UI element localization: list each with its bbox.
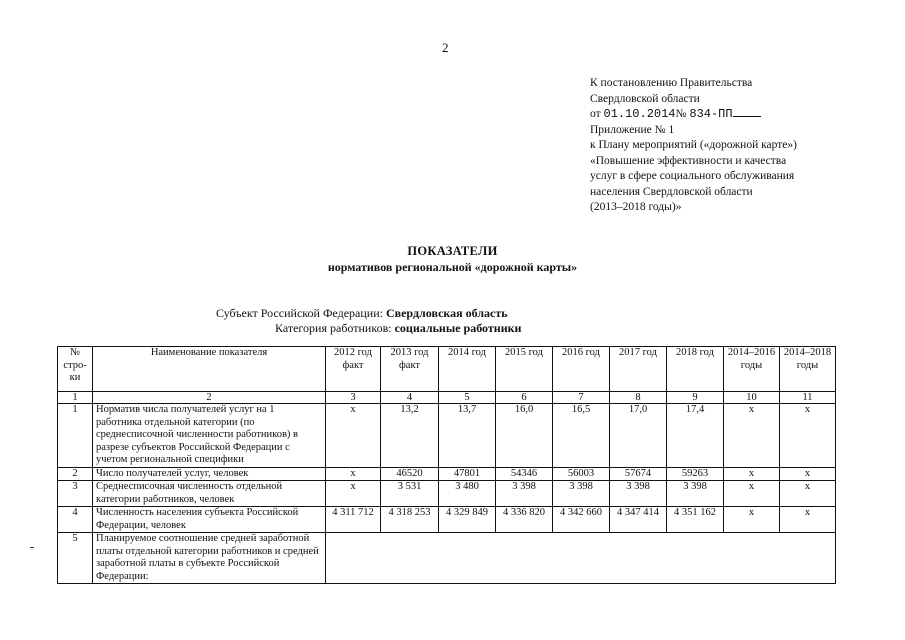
value-cell: 4 351 162	[667, 507, 724, 533]
value-cell: 3 531	[381, 481, 439, 507]
value-cell: х	[780, 481, 836, 507]
row-number: 3	[58, 481, 93, 507]
column-header: 2018 год	[667, 347, 724, 392]
doc-title: ПОКАЗАТЕЛИ	[407, 244, 498, 258]
value-cell: х	[326, 404, 381, 468]
empty-span-cell	[326, 533, 836, 584]
value-cell: х	[780, 507, 836, 533]
column-number: 7	[553, 392, 610, 404]
subject-line	[216, 306, 508, 321]
approval-line: Приложение № 1	[590, 123, 675, 136]
approval-line: услуг в сфере социального обслуживания	[590, 170, 795, 182]
column-number: 9	[667, 392, 724, 404]
value-cell: 47801	[439, 467, 496, 481]
approval-block	[590, 76, 797, 216]
value-cell: х	[780, 404, 836, 468]
column-number: 3	[326, 392, 381, 404]
approval-line: Свердловской области	[590, 92, 700, 105]
underline-blank	[733, 107, 761, 117]
value-cell: 3 398	[496, 481, 553, 507]
value-cell: 3 480	[439, 481, 496, 507]
value-cell: х	[326, 467, 381, 481]
value-cell: 3 398	[667, 481, 724, 507]
column-number: 11	[780, 392, 836, 404]
column-number: 8	[610, 392, 667, 404]
doc-subtitle: нормативов региональной «дорожной карты»	[327, 260, 578, 274]
value-cell: 13,7	[439, 404, 496, 468]
header-row	[58, 347, 836, 392]
column-header: № стро-ки	[58, 347, 93, 392]
indicator-name: Планируемое соотношение средней заработной платы отдельной категории работников и средней заработной платы в субъекте Российской Федерации:	[93, 533, 326, 584]
value-cell: 17,0	[610, 404, 667, 468]
category-value: социальные работники	[394, 321, 522, 335]
table-row	[58, 533, 836, 584]
value-cell: х	[780, 467, 836, 481]
column-header: 2014–2018 годы	[780, 347, 836, 392]
value-cell: 3 398	[553, 481, 610, 507]
column-header: Наименование показателя	[93, 347, 326, 392]
indicator-name: Число получателей услуг, человек	[93, 467, 326, 481]
table-row	[58, 481, 836, 507]
indicator-name: Норматив числа получателей услуг на 1 работника отдельной категории (по среднесписочной численности работников) в разрезе субъектов Российской Федерации с учетом региональной специфики	[93, 404, 326, 468]
subject-value: Свердловская область	[385, 306, 508, 320]
column-number-row	[58, 392, 836, 404]
column-number: 6	[496, 392, 553, 404]
value-cell: 4 329 849	[439, 507, 496, 533]
column-header: 2016 год	[553, 347, 610, 392]
value-cell: 59263	[667, 467, 724, 481]
approval-prefix: от	[590, 108, 604, 120]
category-label: Категория работников:	[275, 321, 395, 335]
row-number: 4	[58, 507, 93, 533]
value-cell: 4 336 820	[496, 507, 553, 533]
approval-line: к Плану мероприятий («дорожной карте»)	[590, 139, 797, 151]
indicators-table	[57, 346, 836, 584]
indicator-name: Среднесписочная численность отдельной категории работников, человек	[93, 481, 326, 507]
indicator-name: Численность населения субъекта Российской Федерации, человек	[93, 507, 326, 533]
value-cell: 17,4	[667, 404, 724, 468]
value-cell: 4 311 712	[326, 507, 381, 533]
approval-line: (2013–2018 годы)»	[590, 201, 682, 213]
approval-line: К постановлению Правительства	[590, 77, 753, 89]
margin-mark	[30, 547, 34, 548]
row-number: 5	[58, 533, 93, 584]
column-header: 2012 год факт	[326, 347, 381, 392]
value-cell: 57674	[610, 467, 667, 481]
approval-date-line	[590, 107, 797, 123]
value-cell: х	[724, 481, 780, 507]
approval-line: «Повышение эффективности и качества	[590, 154, 787, 167]
approval-line: населения Свердловской области	[590, 185, 753, 198]
value-cell: 13,2	[381, 404, 439, 468]
value-cell: х	[326, 481, 381, 507]
value-cell: 46520	[381, 467, 439, 481]
value-cell: 4 342 660	[553, 507, 610, 533]
value-cell: 4 347 414	[610, 507, 667, 533]
row-number: 1	[58, 404, 93, 468]
value-cell: 16,0	[496, 404, 553, 468]
table-row	[58, 507, 836, 533]
value-cell: х	[724, 404, 780, 468]
column-number: 1	[58, 392, 93, 404]
column-number: 4	[381, 392, 439, 404]
value-cell: 4 318 253	[381, 507, 439, 533]
value-cell: х	[724, 467, 780, 481]
value-cell: х	[724, 507, 780, 533]
value-cell: 3 398	[610, 481, 667, 507]
approval-date: 01.10.2014	[603, 107, 676, 121]
row-number: 2	[58, 467, 93, 481]
column-header: 2014–2016 годы	[724, 347, 780, 392]
table-row	[58, 404, 836, 468]
column-header: 2013 год факт	[381, 347, 439, 392]
value-cell: 56003	[553, 467, 610, 481]
column-header: 2015 год	[496, 347, 553, 392]
subject-label: Субъект Российской Федерации:	[216, 306, 386, 320]
page-number: 2	[442, 40, 449, 55]
column-number: 2	[93, 392, 326, 404]
approval-number-sign: №	[675, 108, 690, 120]
value-cell: 16,5	[553, 404, 610, 468]
category-line	[275, 321, 521, 336]
column-header: 2014 год	[439, 347, 496, 392]
column-number: 5	[439, 392, 496, 404]
value-cell: 54346	[496, 467, 553, 481]
table-row	[58, 467, 836, 481]
column-header: 2017 год	[610, 347, 667, 392]
approval-number: 834-ПП	[689, 107, 733, 121]
column-number: 10	[724, 392, 780, 404]
